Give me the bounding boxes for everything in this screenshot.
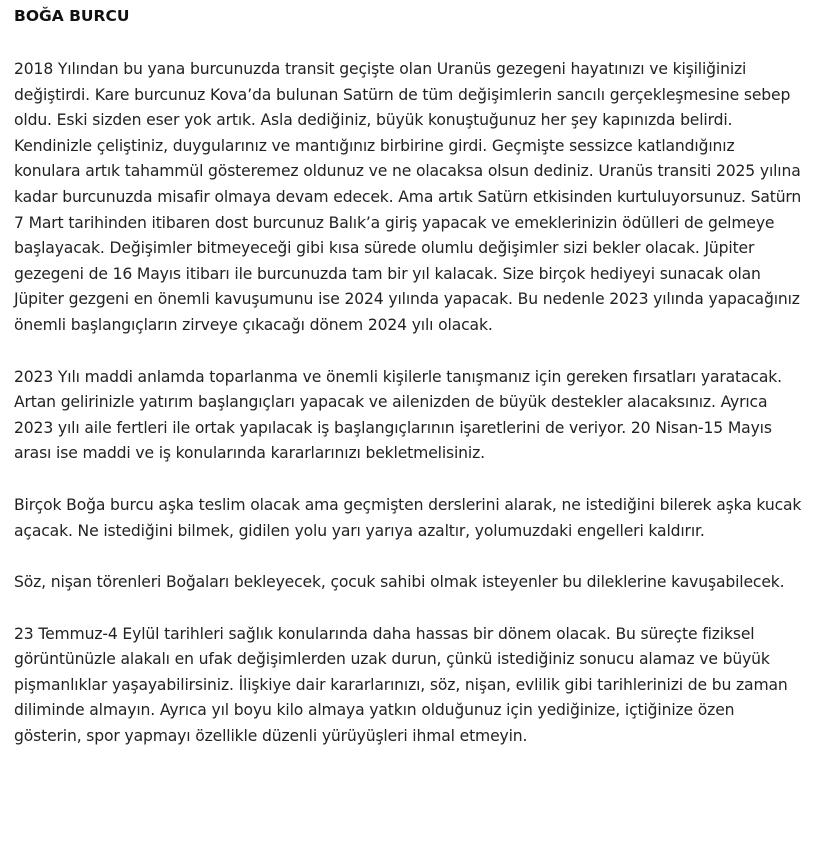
paragraph-love: Birçok Boğa burcu aşka teslim olacak ama geçmişten derslerini alarak, ne istediğini bilerek aşka kucak açacak. Ne istediğini bilmek, gidilen yolu yarı yarıya azaltır, yolumuzdaki engelleri kaldırır.: [14, 495, 802, 540]
article: [14, 6, 805, 750]
article-title: BOĞA BURCU: [14, 7, 130, 25]
paragraph-health: 23 Temmuz-4 Eylül tarihleri sağlık konularında daha hassas bir dönem olacak. Bu süreçte fiziksel görüntünüzle alakalı en ufak değişimlerden uzak durun, çünkü istediğiniz sonucu alamaz ve büyük pişmanlıklar yaşayabilirsiniz. İlişkiye dair kararlarınızı, söz, nişan, evlilik gibi tarihlerinizi de bu zaman diliminde almayın. Ayrıca yıl boyu kilo almaya yatkın olduğunuz için yediğinize, içtiğinize özen gösterin, spor yapmayı özellikle düzenli yürüyüşleri ihmal etmeyin.: [14, 624, 788, 746]
paragraph-engagement: Söz, nişan törenleri Boğaları bekleyecek, çocuk sahibi olmak isteyenler bu dileklerine kavuşabilecek.: [14, 573, 785, 592]
paragraph-uranus-saturn-jupiter: 2018 Yılından bu yana burcunuzda transit geçişte olan Uranüs gezegeni hayatınızı ve kişiliğinizi değiştirdi. Kare burcunuz Kova’da bulunan Satürn de tüm değişimlerin sancılı gerçekleşmesine sebep oldu. Eski sizden eser yok artık. Asla dediğiniz, büyük konuştuğunuz her şey kapınızda belirdi. Kendinizle çeliştiniz, duygularınız ve mantığınız birbirine girdi. Geçmişte sessizce katlandığınız konulara artık tahammül gösteremez oldunuz ve ne olacaksa olsun dediniz. Uranüs transiti 2025 yılına kadar burcunuzda misafir olmaya devam edecek. Ama artık Satürn etkisinden kurtuluyorsunuz. Satürn 7 Mart tarihinden itibaren dost burcunuz Balık’a giriş yapacak ve emeklerinizin ödülleri de gelmeye başlayacak. Değişimler bitmeyeceği gibi kısa sürede olumlu değişimler sizi bekler olacak. Jüpiter gezegeni de 16 Mayıs itibarı ile burcunuzda tam bir yıl kalacak. Size birçok hediyeyi sunacak olan Jüpiter gezgeni en önemli kavuşumunu ise 2024 yılında yapacak. Bu nedenle 2023 yılında yapacağınız önemli başlangıçların zirveye çıkacağı dönem 2024 yılı olacak.: [14, 60, 802, 334]
paragraph-finance: 2023 Yılı maddi anlamda toparlanma ve önemli kişilerle tanışmanız için gereken fırsatları yaratacak. Artan gelirinizle yatırım başlangıçları yapacak ve ailenizden de büyük destekler alacaksınız. Ayrıca 2023 yılı aile fertleri ile ortak yapılacak iş başlangıçlarının işaretlerini de veriyor. 20 Nisan-15 Mayıs arası ise maddi ve iş konularında kararlarınızı bekletmelisiniz.: [14, 367, 782, 463]
